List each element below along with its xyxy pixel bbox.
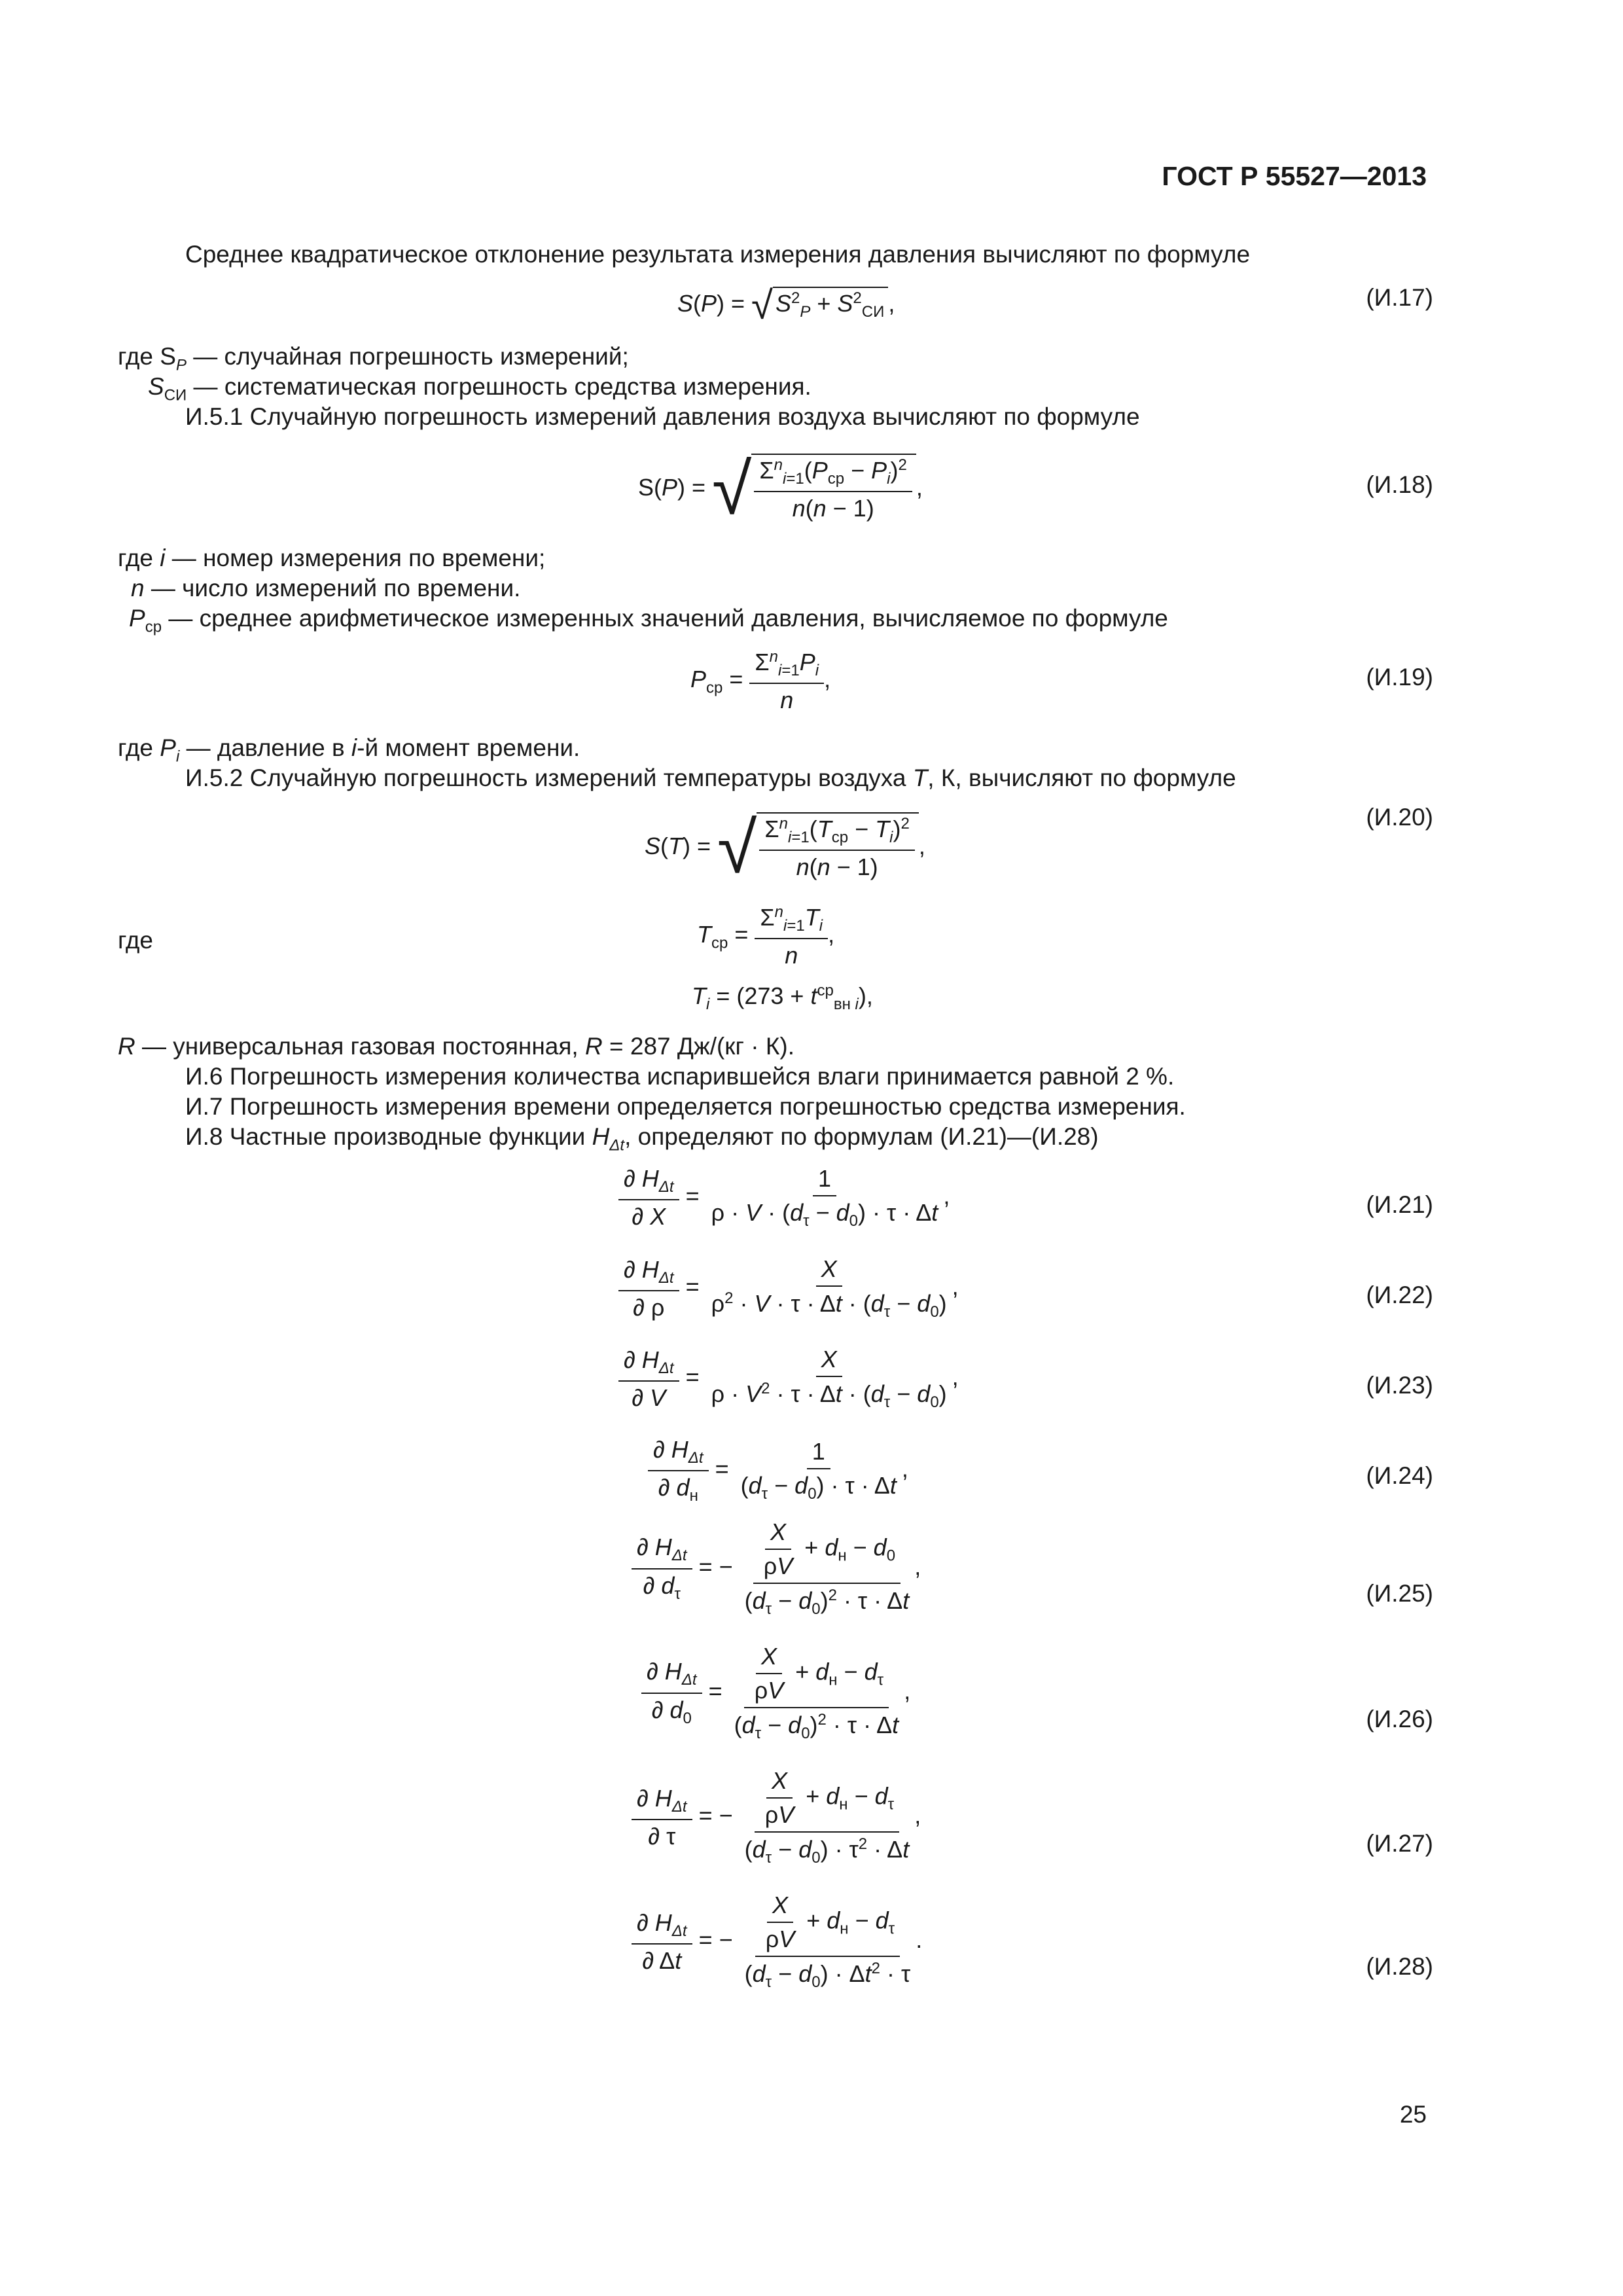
eq-number-20: (И.20) (1366, 804, 1433, 831)
where-r: R — универсальная газовая постоянная, R = 287 Дж/(кг · К). (118, 1033, 795, 1060)
where-label: где (118, 927, 154, 954)
eq-number-23: (И.23) (1366, 1372, 1433, 1399)
section-i7: И.7 Погрешность измерения времени определяется погрешностью средства измерения. (185, 1093, 1186, 1120)
section-i52: И.5.2 Случайную погрешность измерений температуры воздуха T, К, вычисляют по формуле (185, 764, 1236, 791)
formula-i27: $\frac{\partial H_{\Delta t}}{\partial \tau}$ = − $\frac{X}{\rho V}$ + $d_н - d_\tau$ $(d_\tau - d_0) \cdot \tau^2 \cdot \Delta t$ , (632, 1767, 921, 1867)
formula-tcp: $T_{ср}$ = $\frac{\Sigma^n_{i=1}T_i}{n}$ , (697, 903, 835, 969)
formula-i20: S(T) = √ $\frac{\Sigma^n_{i=1}(T_{ср} - T_i)^2}{n(n - 1)}$ , (645, 808, 925, 888)
section-i51: И.5.1 Случайную погрешность измерений давления воздуха вычисляют по формуле (185, 403, 1140, 430)
where-i: где i — номер измерения по времени; (118, 545, 546, 571)
formula-i22: $\frac{\partial H_{\Delta t}}{\partial \rho}$ = $\frac{X}{\rho^2 \cdot V \cdot \tau \cdot \Delta t \cdot (d_\tau - d_0)}$ , (618, 1255, 959, 1321)
formula-i28: $\frac{\partial H_{\Delta t}}{\partial \Delta t}$ = − $\frac{X}{\rho V}$ + $d_н - d_\tau$ $(d_\tau - d_0) \cdot \Delta t^2 \cdot \tau$ . (632, 1892, 922, 1992)
eq-number-22: (И.22) (1366, 1282, 1433, 1308)
formula-i25: $\frac{\partial H_{\Delta t}}{\partial d_\tau}$ = − $\frac{X}{\rho V}$ + $d_н - d_0$ $(d_\tau - d_0)^2 \cdot \tau \cdot \Delta t$ , (632, 1518, 921, 1619)
formula-i19: $P_{ср}$ = $\frac{\Sigma^n_{i=1}P_i}{n}$ , (690, 648, 831, 714)
formula-i26: $\frac{\partial H_{\Delta t}}{\partial d_0}$ = $\frac{X}{\rho V}$ + $d_н - d_\tau$ $(d_\tau - d_0)^2 \cdot \tau \cdot \Delta t$ , (641, 1643, 910, 1743)
where-sp: где $S_P$ — случайная погрешность измерений; (118, 343, 629, 374)
eq-number-21: (И.21) (1366, 1191, 1433, 1218)
document-header: ГОСТ Р 55527—2013 (1162, 161, 1427, 191)
formula-i24: $\frac{\partial H_{\Delta t}}{\partial d_н}$ = $\frac{1}{(d_\tau - d_0) \cdot \tau \cdot \Delta t}$ , (648, 1436, 908, 1505)
eq-number-17: (И.17) (1366, 284, 1433, 311)
formula-i21: $\frac{\partial H_{\Delta t}}{\partial X}$ = $\frac{1}{\rho \cdot V \cdot (d_\tau - d_0) \cdot \tau \cdot \Delta t}$ , (618, 1165, 950, 1230)
eq-number-26: (И.26) (1366, 1706, 1433, 1732)
formula-i18: S(P) = √ $\frac{\Sigma^n_{i=1}(P_{ср} - P_i)^2}{n(n - 1)}$ , (638, 449, 923, 529)
eq-number-18: (И.18) (1366, 471, 1433, 498)
eq-number-27: (И.27) (1366, 1830, 1433, 1857)
where-n: n — число измерений по времени. (131, 575, 521, 601)
section-i8: И.8 Частные производные функции $H_{\Delta t}$, определяют по формулам (И.21)—(И.28) (185, 1123, 1099, 1155)
formula-i23: $\frac{\partial H_{\Delta t}}{\partial V}$ = $\frac{X}{\rho \cdot V^2 \cdot \tau \cdot \Delta t \cdot (d_\tau - d_0)}$ , (618, 1346, 959, 1412)
page-number: 25 (1399, 2101, 1427, 2128)
where-pcp: $P_{ср}$ — среднее арифметическое измеренных значений давления, вычисляемое по формуле (129, 605, 1168, 636)
formula-ti: $T_i = (273 + t^{ср}_{вн i})$, (692, 982, 873, 1014)
eq-number-25: (И.25) (1366, 1580, 1433, 1607)
eq-number-19: (И.19) (1366, 664, 1433, 691)
eq-number-28: (И.28) (1366, 1953, 1433, 1980)
intro-paragraph: Среднее квадратическое отклонение результата измерения давления вычисляют по формуле (185, 241, 1251, 268)
where-ssi: $S_{СИ}$ — систематическая погрешность средства измерения. (148, 373, 812, 404)
eq-number-24: (И.24) (1366, 1462, 1433, 1489)
section-i6: И.6 Погрешность измерения количества испарившейся влаги принимается равной 2 %. (185, 1063, 1175, 1090)
formula-i17: S(P) = √ $S^2_P + S^2_{СИ}$ , (677, 283, 895, 327)
where-pi: где $P_i$ — давление в i-й момент времени. (118, 734, 580, 766)
